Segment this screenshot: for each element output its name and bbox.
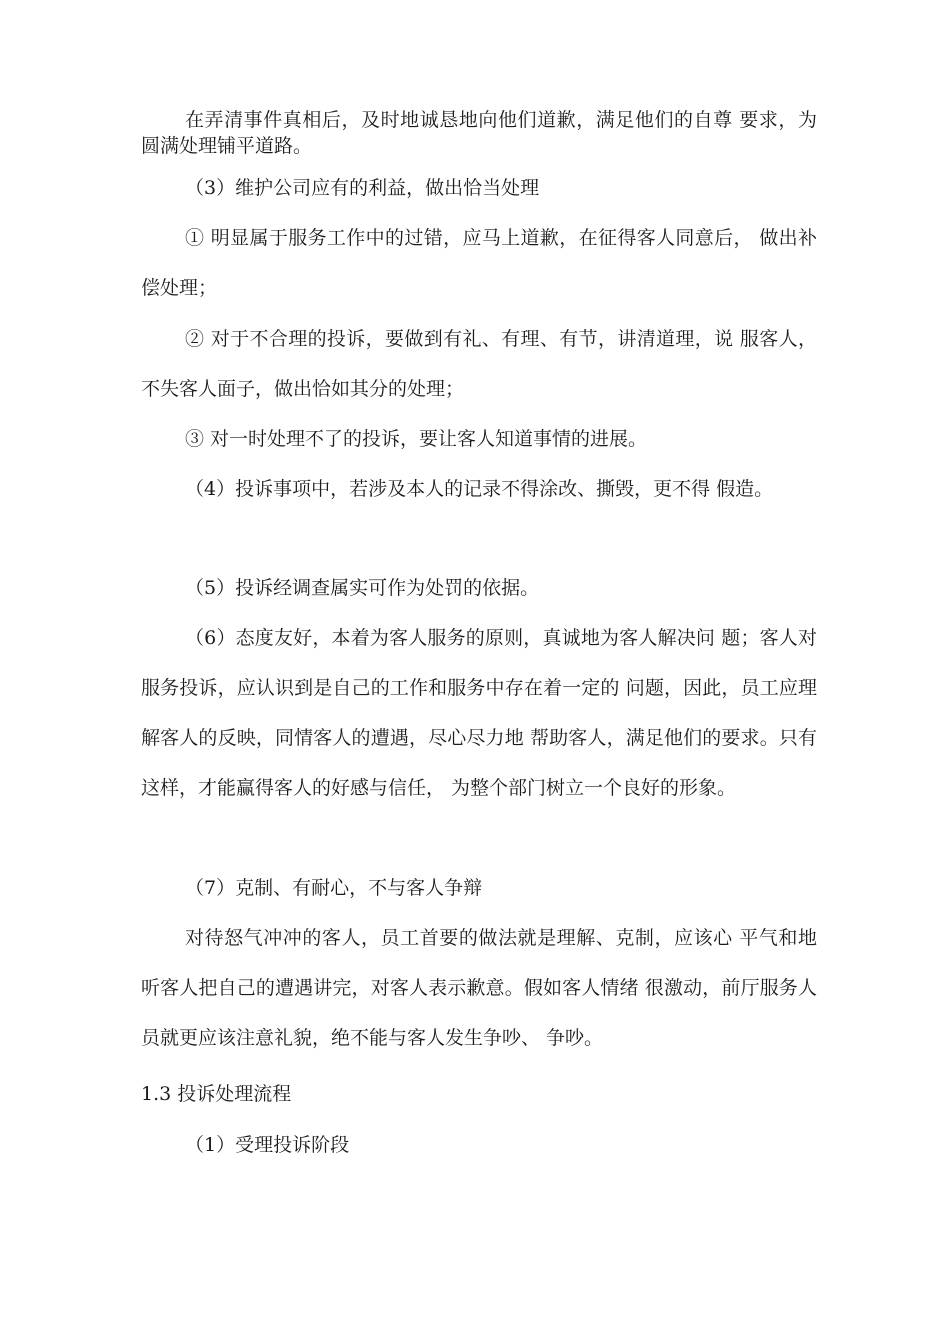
paragraph-item-5: （5）投诉经调查属实可作为处罚的依据。 bbox=[185, 577, 540, 599]
sub-heading-stage-1: （1）受理投诉阶段 bbox=[185, 1134, 350, 1156]
paragraph-point-3: ③ 对一时处理不了的投诉，要让客人知道事情的进展。 bbox=[185, 428, 648, 450]
paragraph-item-4: （4）投诉事项中，若涉及本人的记录不得涂改、撕毁，更不得 假造。 bbox=[185, 478, 774, 500]
paragraph-point-1: ① 明显属于服务工作中的过错，应马上道歉，在征得客人同意后， 做出补偿处理； bbox=[141, 227, 817, 299]
paragraph-item-3-heading: （3）维护公司应有的利益，做出恰当处理 bbox=[185, 177, 540, 199]
paragraph-apology: 在弄清事件真相后，及时地诚恳地向他们道歉，满足他们的自尊 要求，为圆满处理铺平道路。 bbox=[141, 109, 817, 157]
paragraph-item-6: （6）态度友好，本着为客人服务的原则，真诚地为客人解决问 题；客人对服务投诉，应认识到是自己的工作和服务中存在着一定的 问题，因此，员工应理解客人的反映，同情客人的遭遇，尽心尽力地 帮助客人，满足他们的要求。只有这样，才能赢得客人的好感与信任， 为整个部门树立一个良好的形象。 bbox=[141, 627, 817, 799]
section-heading: 1.3 投诉处理流程 bbox=[141, 1083, 292, 1105]
paragraph-item-7-body: 对待怒气冲冲的客人，员工首要的做法就是理解、克制，应该心 平气和地听客人把自己的遭遇讲完，对客人表示歉意。假如客人情绪 很激动，前厅服务人员就更应该注意礼貌，绝不能与客人发生争吵、 争吵。 bbox=[141, 927, 817, 1049]
paragraph-point-2: ② 对于不合理的投诉，要做到有礼、有理、有节，讲清道理，说 服客人，不失客人面子，做出恰如其分的处理； bbox=[141, 328, 817, 400]
paragraph-item-7-heading: （7）克制、有耐心，不与客人争辩 bbox=[185, 877, 483, 899]
